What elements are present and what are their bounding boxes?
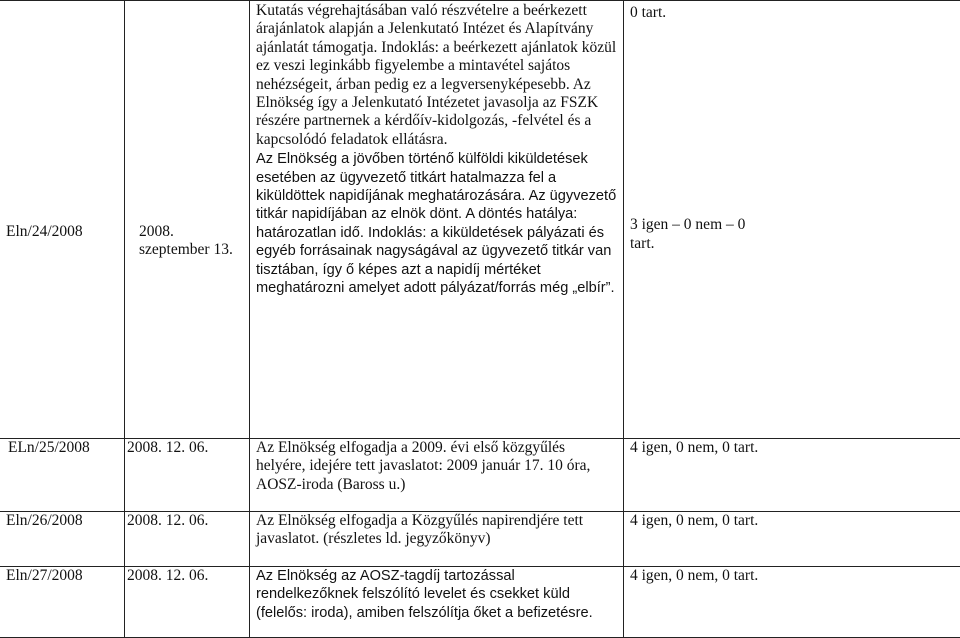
resolution-id: Eln/26/2008: [6, 512, 83, 529]
resolution-date-cell: [125, 567, 250, 638]
vote-result-cell: [624, 567, 960, 638]
resolution-id-cell: [0, 1, 125, 439]
resolution-text: Az Elnökség elfogadja a Közgyűlés napirendjére tett javaslatot. (részletes ld. jegyzőkönyv): [256, 512, 617, 549]
resolution-date-cell: [125, 1, 250, 439]
vote-result: 4 igen, 0 nem, 0 tart.: [630, 567, 790, 585]
resolution-id: ELn/25/2008: [8, 439, 90, 456]
resolution-text-cell: [250, 1, 624, 439]
resolution-text-cell: [250, 439, 624, 512]
resolution-text: Kutatás végrehajtásában való részvételre a beérkezett árajánlatok alapján a Jelenkutató Intézet és Alapítvány ajánlatát támogatja. Indoklás: a beérkezett ajánlatok közül ez veszi leginkább figyelembe a mintavétel sajátos nehézségeit, árban pedig ez a legversenyképesebb. Az Elnökség így a Jelenkutató Intézetet javasolja az FSZK részére partnernek a kérdőív-kidolgozás, -felvétel és a kapcsolódó feladatok ellátásra.: [256, 2, 617, 149]
resolution-date: 2008. 12. 06.: [127, 512, 208, 529]
vote-result-cell: [624, 512, 960, 567]
resolution-id-cell: [0, 439, 125, 512]
resolution-text-cell: [250, 567, 624, 638]
resolution-date-cell: [125, 439, 250, 512]
vote-result: 0 tart.: [630, 4, 954, 22]
resolution-id: Eln/24/2008: [6, 223, 83, 240]
resolution-id-cell: [0, 512, 125, 567]
resolution-text: Az Elnökség az AOSZ-tagdíj tartozással rendelkezőknek felszólító levelet és csekket küld (felelős: iroda), amiben felszólítja őket a befizetésre.: [256, 567, 617, 622]
resolution-id: Eln/27/2008: [6, 567, 83, 584]
resolution-text: Az Elnökség a jövőben történő külföldi kiküldetések esetében az ügyvezető titkárt hatalmazza fel a kiküldöttek napidíjának meghatározására. Az ügyvezető titkár napidíjában az elnök dönt. A döntés hatálya: határozatlan idő. Indoklás: a kiküldetések pályázati és egyéb forrásainak nagyságával az ügyvezető titkár van tisztában, így ő képes azt a napidíj mértéket meghatározni amelyet adott pályázat/forrás még „elbír”.: [256, 149, 617, 297]
vote-result: 3 igen – 0 nem – 0 tart.: [630, 216, 770, 253]
vote-result-cell: [624, 439, 960, 512]
resolution-date-cell: [125, 512, 250, 567]
resolution-date: 2008. 12. 06.: [127, 567, 208, 584]
resolution-id-cell: [0, 567, 125, 638]
table-row: [0, 512, 960, 567]
resolution-text: Az Elnökség elfogadja a 2009. évi első közgyűlés helyére, idejére tett javaslatot: 2009 január 17. 10 óra, AOSZ-iroda (Baross u.): [256, 439, 617, 494]
table-row: [0, 1, 960, 439]
table-row: [0, 439, 960, 512]
vote-result: 4 igen, 0 nem, 0 tart.: [630, 512, 790, 530]
resolution-date: 2008. 12. 06.: [127, 439, 208, 456]
vote-result: 4 igen, 0 nem, 0 tart.: [630, 439, 790, 457]
table-row: [0, 567, 960, 638]
resolution-text-cell: [250, 512, 624, 567]
resolution-date: 2008. szeptember 13.: [139, 223, 239, 260]
vote-result-cell: [624, 1, 960, 439]
